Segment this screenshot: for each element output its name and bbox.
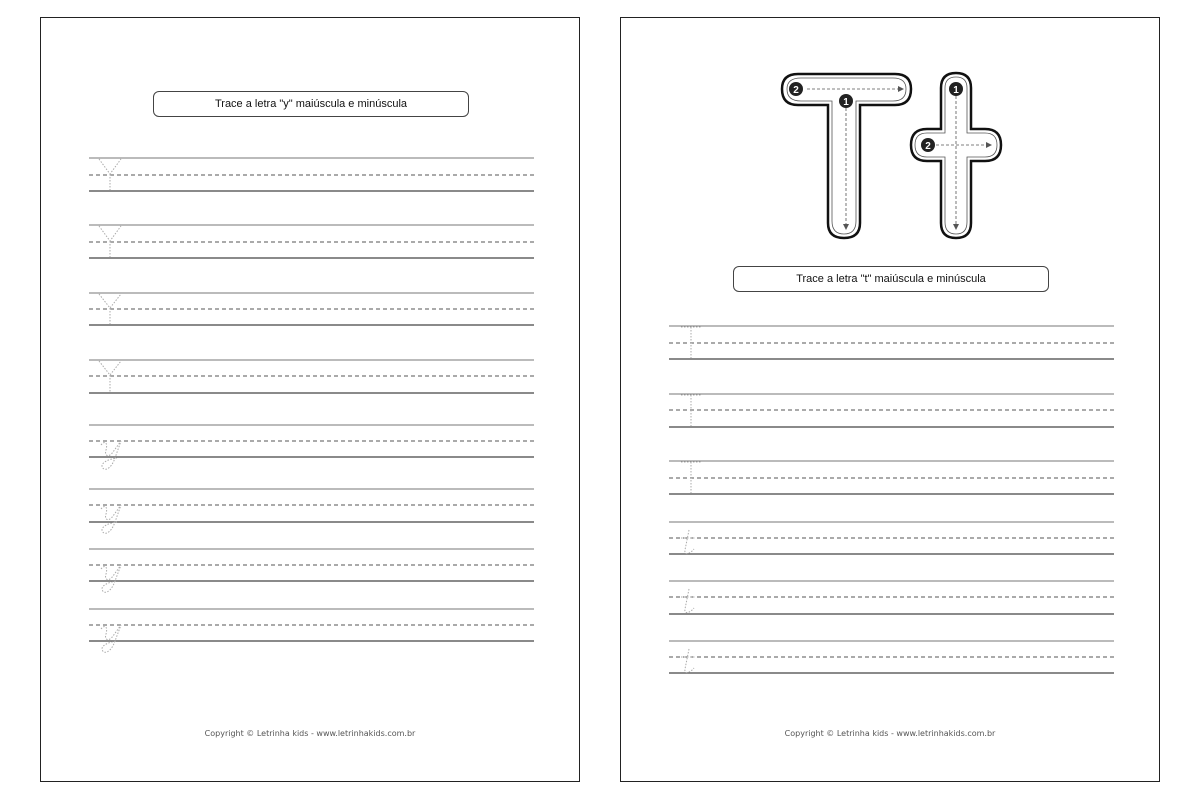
- dotted-cursive-t: [681, 530, 695, 554]
- dotted-cursive-y: [101, 565, 121, 592]
- letter-guide-illustration: [621, 18, 1161, 718]
- copyright-footer: Copyright © Letrinha kids - www.letrinhakids.com.br: [204, 729, 416, 738]
- tracing-row-cursive-1: [669, 522, 1114, 554]
- tracing-row-cursive-4: [89, 609, 534, 652]
- dotted-cursive-y: [101, 625, 121, 652]
- dotted-cursive-t: [681, 649, 695, 673]
- tracing-row-uppercase-4: [89, 360, 534, 393]
- tracing-row-uppercase-1: [669, 326, 1114, 359]
- tracing-row-cursive-3: [89, 549, 534, 592]
- tracing-row-cursive-2: [669, 581, 1114, 614]
- tracing-lines: [41, 18, 581, 718]
- tracing-row-uppercase-2: [89, 225, 534, 258]
- copyright-footer: Copyright © Letrinha kids - www.letrinhakids.com.br: [784, 729, 996, 738]
- dotted-cursive-y: [101, 441, 121, 469]
- tracing-row-uppercase-1: [89, 158, 534, 191]
- stroke-number-2: 2: [793, 85, 799, 96]
- lowercase-t-stroke-guide: [911, 73, 1001, 238]
- stroke-number-1: 1: [843, 97, 849, 108]
- dotted-cursive-t: [681, 589, 695, 613]
- tracing-row-uppercase-3: [89, 293, 534, 325]
- stroke-number-2: 2: [925, 141, 931, 152]
- tracing-row-cursive-1: [89, 425, 534, 469]
- tracing-row-uppercase-2: [669, 394, 1114, 427]
- instruction-box: Trace a letra "t" maiúscula e minúscula: [733, 266, 1049, 292]
- tracing-row-uppercase-3: [669, 461, 1114, 494]
- tracing-row-cursive-3: [669, 641, 1114, 673]
- tracing-row-cursive-2: [89, 489, 534, 533]
- stroke-number-1: 1: [953, 85, 959, 96]
- dotted-cursive-y: [101, 505, 121, 533]
- uppercase-T-stroke-guide: [782, 74, 911, 238]
- worksheet-page-y: [40, 17, 580, 782]
- worksheet-page-t: [620, 17, 1160, 782]
- instruction-box: Trace a letra "y" maiúscula e minúscula: [153, 91, 469, 117]
